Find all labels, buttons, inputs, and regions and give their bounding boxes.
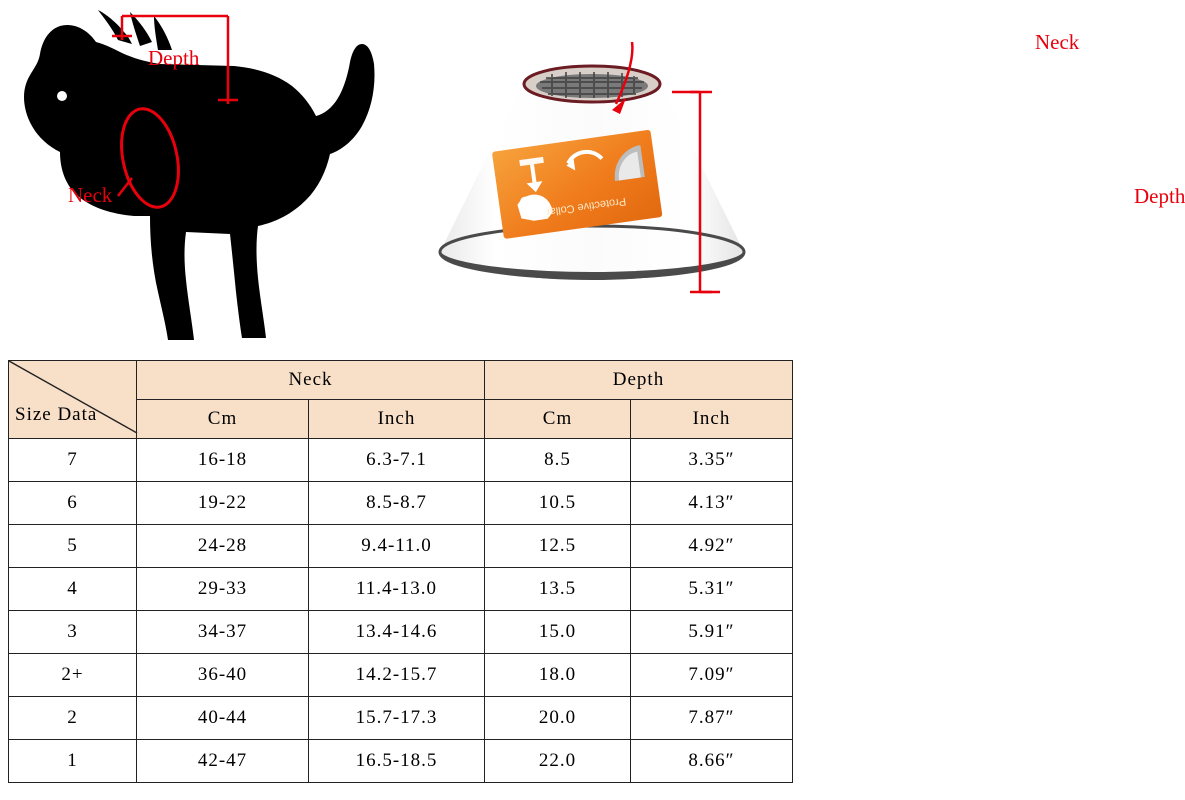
cell-neck-inch: 9.4-11.0 <box>309 525 485 568</box>
size-table-wrapper <box>8 360 792 783</box>
cell-neck-inch: 13.4-14.6 <box>309 611 485 654</box>
cell-depth-cm: 13.5 <box>485 568 631 611</box>
cell-neck-inch: 15.7-17.3 <box>309 697 485 740</box>
sub-header-depth-cm: Cm <box>485 400 631 439</box>
cell-neck-cm: 16-18 <box>137 439 309 482</box>
cell-depth-cm: 22.0 <box>485 740 631 783</box>
illustration-area <box>0 0 1185 358</box>
cell-neck-cm: 24-28 <box>137 525 309 568</box>
cell-depth-cm: 18.0 <box>485 654 631 697</box>
table-corner-cell <box>9 361 137 439</box>
sub-header-neck-cm: Cm <box>137 400 309 439</box>
cell-depth-inch: 4.92″ <box>631 525 793 568</box>
cone-depth-label: Depth <box>1134 184 1185 208</box>
table-row <box>9 482 793 525</box>
cell-size: 1 <box>9 740 137 783</box>
cell-neck-inch: 14.2-15.7 <box>309 654 485 697</box>
cell-size: 6 <box>9 482 137 525</box>
cell-neck-cm: 42-47 <box>137 740 309 783</box>
cone-neck-label: Neck <box>1035 30 1080 54</box>
size-data-label: Size Data <box>15 404 98 425</box>
cell-depth-inch: 4.13″ <box>631 482 793 525</box>
group-header-neck: Neck <box>137 361 485 400</box>
cell-neck-cm: 40-44 <box>137 697 309 740</box>
cell-neck-inch: 16.5-18.5 <box>309 740 485 783</box>
cell-neck-cm: 29-33 <box>137 568 309 611</box>
cell-neck-inch: 8.5-8.7 <box>309 482 485 525</box>
group-header-depth: Depth <box>485 361 793 400</box>
table-row <box>9 740 793 783</box>
table-row <box>9 697 793 740</box>
dog-neck-label: Neck <box>68 183 113 207</box>
dog-depth-label: Depth <box>148 46 200 70</box>
cell-depth-inch: 5.31″ <box>631 568 793 611</box>
cell-size: 2+ <box>9 654 137 697</box>
cell-depth-inch: 8.66″ <box>631 740 793 783</box>
table-row <box>9 439 793 482</box>
table-row <box>9 611 793 654</box>
cone-neck-pointer <box>420 0 800 358</box>
table-row <box>9 525 793 568</box>
cell-neck-cm: 36-40 <box>137 654 309 697</box>
cell-neck-inch: 6.3-7.1 <box>309 439 485 482</box>
cell-neck-cm: 34-37 <box>137 611 309 654</box>
cell-neck-inch: 11.4-13.0 <box>309 568 485 611</box>
cell-size: 4 <box>9 568 137 611</box>
table-row <box>9 568 793 611</box>
cell-size: 3 <box>9 611 137 654</box>
table-row <box>9 654 793 697</box>
cell-size: 5 <box>9 525 137 568</box>
dog-illustration <box>0 0 420 358</box>
cell-depth-inch: 7.09″ <box>631 654 793 697</box>
cell-depth-cm: 8.5 <box>485 439 631 482</box>
cell-depth-inch: 5.91″ <box>631 611 793 654</box>
cell-depth-inch: 7.87″ <box>631 697 793 740</box>
cell-neck-cm: 19-22 <box>137 482 309 525</box>
size-data-table <box>8 360 793 783</box>
cell-size: 7 <box>9 439 137 482</box>
sub-header-depth-inch: Inch <box>631 400 793 439</box>
cell-depth-cm: 10.5 <box>485 482 631 525</box>
svg-text:Protective Collar: Protective Collar <box>545 194 627 218</box>
cell-depth-cm: 20.0 <box>485 697 631 740</box>
cell-depth-cm: 12.5 <box>485 525 631 568</box>
dog-neck-measure <box>0 0 420 358</box>
cell-size: 2 <box>9 697 137 740</box>
cone-illustration <box>420 0 1185 358</box>
cell-depth-cm: 15.0 <box>485 611 631 654</box>
cell-depth-inch: 3.35″ <box>631 439 793 482</box>
sub-header-neck-inch: Inch <box>309 400 485 439</box>
